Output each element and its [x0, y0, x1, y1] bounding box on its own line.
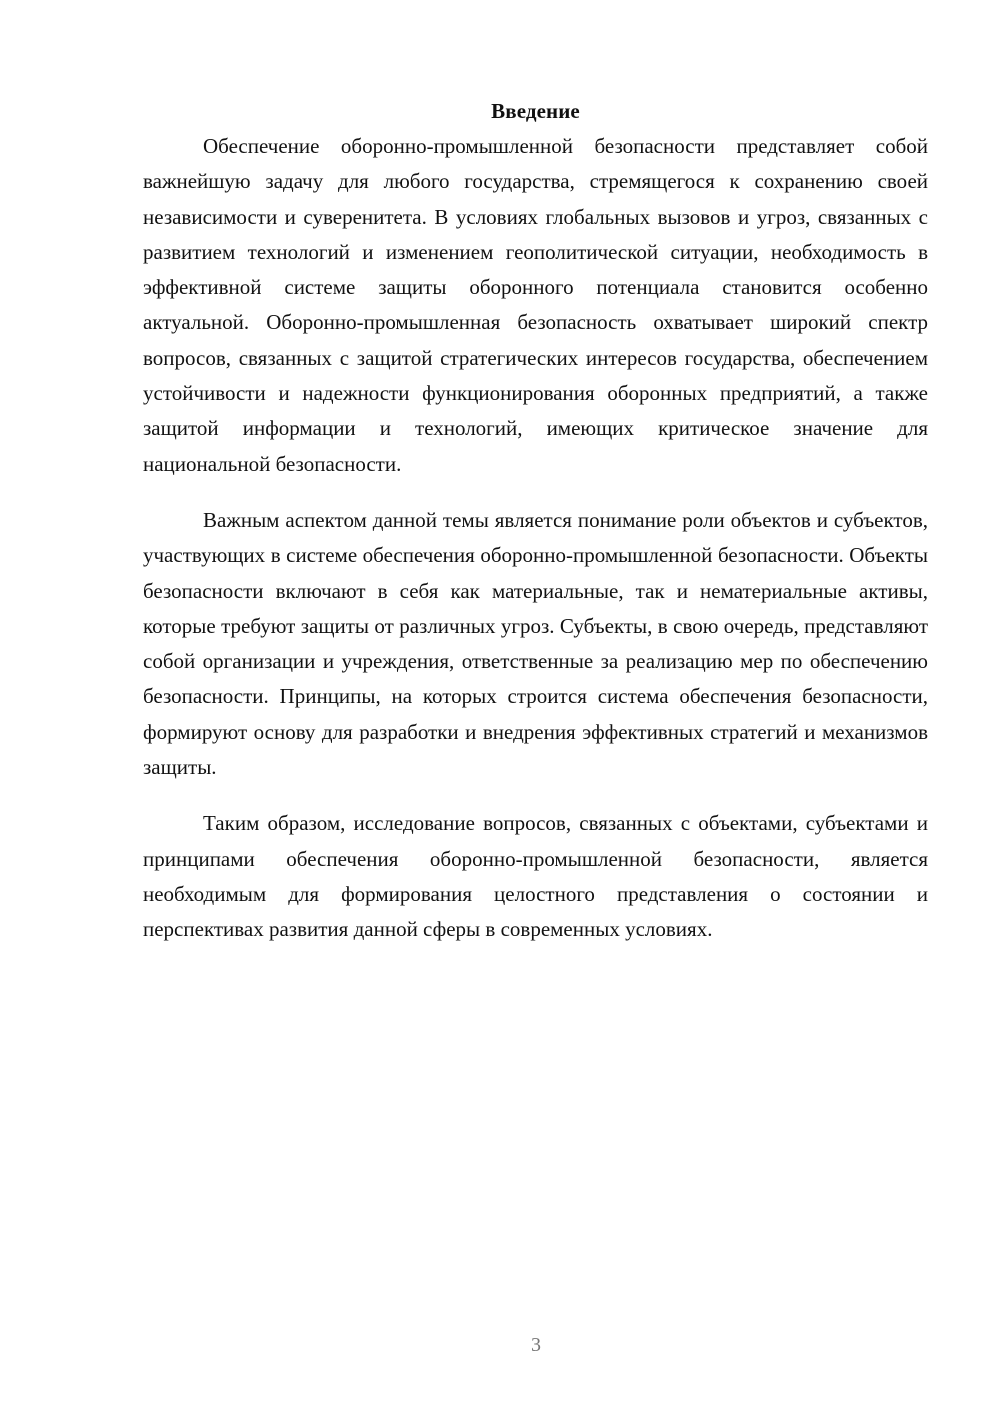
- section-heading: Введение: [491, 99, 580, 123]
- paragraph-3: Таким образом, исследование вопросов, связанных с объектами, субъектами и принципами обеспечения оборонно-промышленной безопасности, является необходимым для формирования целостного представления о состоянии и перспективах развития данной сферы в современных условиях.: [143, 811, 928, 942]
- page-number: 3: [531, 1334, 541, 1356]
- paragraph-2: Важным аспектом данной темы является понимание роли объектов и субъектов, участвующих в системе обеспечения оборонно-промышленной безопасности. Объекты безопасности включают в себя как материальные, так и нематериальные активы, которые требуют защиты от различных угроз. Субъекты, в свою очередь, представляют собой организации и учреждения, ответственные за реализацию мер по обеспечению безопасности. Принципы, на которых строится система обеспечения безопасности, формируют основу для разработки и внедрения эффективных стратегий и механизмов защиты.: [143, 507, 928, 780]
- page-content: [143, 94, 928, 948]
- paragraph-1: Обеспечение оборонно-промышленной безопасности представляет собой важнейшую задачу для любого государства, стремящегося к сохранению своей независимости и суверенитета. В условиях глобальных вызовов и угроз, связанных с развитием технологий и изменением геополитической ситуации, необходимость в эффективной системе защиты оборонного потенциала становится особенно актуальной. Оборонно-промышленная безопасность охватывает широкий спектр вопросов, связанных с защитой стратегических интересов государства, обеспечением устойчивости и надежности функционирования оборонных предприятий, а также защитой информации и технологий, имеющих критическое значение для национальной безопасности.: [143, 134, 928, 476]
